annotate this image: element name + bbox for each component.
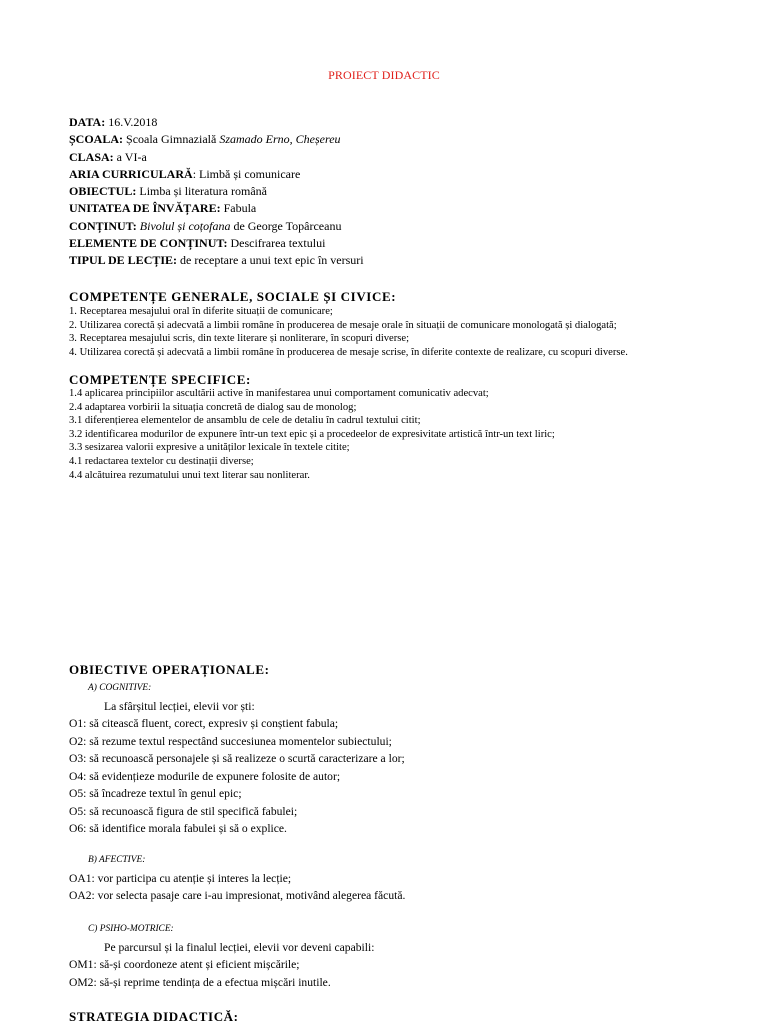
psychomotor-label: C) PSIHO-MOTRICE: xyxy=(88,924,174,934)
list-item: 3. Receptarea mesajului scris, din texte literare și nonliterare, în scopuri diverse; xyxy=(69,333,410,345)
info-row-continut: CONȚINUT: Bivolul și coțofana de George Topârceanu xyxy=(69,218,342,233)
info-row-aria: ARIA CURRICULARĂ: Limbă și comunicare xyxy=(69,166,301,181)
list-item: OM1: să-și coordoneze atent și eficient mișcările; xyxy=(69,958,300,971)
list-item: 2.4 adaptarea vorbirii la situația concretă de dialog sau de monolog; xyxy=(69,401,357,413)
specific-competences-list xyxy=(69,387,555,482)
affective-label: B) AFECTIVE: xyxy=(88,855,146,865)
psychomotor-intro: Pe parcursul și la finalul lecției, elevii vor deveni capabili: xyxy=(104,940,375,954)
lesson-info xyxy=(69,114,364,270)
list-item: O4: să evidențieze modurile de expunere folosite de autor; xyxy=(69,769,341,783)
list-item: 1. Receptarea mesajului oral în diferite situații de comunicare; xyxy=(69,306,333,317)
cognitive-label: A) COGNITIVE: xyxy=(88,683,152,693)
info-row-elemente: ELEMENTE DE CONȚINUT: Descifrarea textului xyxy=(69,236,326,251)
operational-objectives-heading: OBIECTIVE OPERAȚIONALE: xyxy=(69,662,270,677)
list-item: OA2: vor selecta pasaje care i-au impresionat, motivând alegerea făcută. xyxy=(69,889,406,902)
list-item: O5: să recunoască figura de stil specifică fabulei; xyxy=(69,804,298,818)
list-item: O6: să identifice morala fabulei și să o explice. xyxy=(69,822,287,835)
cognitive-objectives xyxy=(69,680,405,838)
list-item: 4. Utilizarea corectă și adecvată a limbii române în producerea de mesaje scrise, în diferite contexte de realizare, cu scopuri diverse. xyxy=(69,346,628,358)
general-competences-list xyxy=(69,305,628,359)
list-item: O2: să rezume textul respectând succesiunea momentelor subiectului; xyxy=(69,734,392,748)
list-item: 3.2 identificarea modurilor de expunere într-un text epic și a procedeelor de expresivitate artistică într-un text liric; xyxy=(69,428,555,440)
list-item: O5: să încadreze textul în genul epic; xyxy=(69,787,242,800)
list-item: O1: să citească fluent, corect, expresiv și conștient fabula; xyxy=(69,717,339,730)
list-item: 3.3 sesizarea valorii expresive a unităților lexicale în textele citite; xyxy=(69,442,350,454)
affective-objectives xyxy=(69,852,405,905)
info-row-data: DATA: 16.V.2018 xyxy=(69,115,158,129)
document-title: PROIECT DIDACTIC xyxy=(328,68,440,82)
info-row-tipul: TIPUL DE LECȚIE: de receptare a unui text epic în versuri xyxy=(69,253,364,268)
list-item: 4.1 redactarea textelor cu destinații diverse; xyxy=(69,455,254,467)
list-item: OA1: vor participa cu atenție și interes la lecție; xyxy=(69,871,292,885)
list-item: 2. Utilizarea corectă și adecvată a limbii române în producerea de mesaje orale în situații de comunicare monologată și dialogată; xyxy=(69,319,617,331)
specific-competences-heading: COMPETENȚE SPECIFICE: xyxy=(69,372,251,387)
list-item: OM2: să-și reprime tendința de a efectua mișcări inutile. xyxy=(69,975,331,989)
list-item: O3: să recunoască personajele și să realizeze o scurtă caracterizare a lor; xyxy=(69,752,405,765)
info-row-scoala: ȘCOALA: Școala Gimnazială Szamado Erno, Cheșereu xyxy=(69,132,341,147)
info-row-unitatea: UNITATEA DE ÎNVĂȚARE: Fabula xyxy=(69,201,257,216)
cognitive-intro: La sfârșitul lecției, elevii vor ști: xyxy=(104,699,255,713)
info-row-obiectul: OBIECTUL: Limba și literatura română xyxy=(69,184,267,199)
info-row-clasa: CLASA: a VI-a xyxy=(69,149,147,164)
teaching-strategy-heading: STRATEGIA DIDACTICĂ: xyxy=(69,1009,239,1024)
general-competences-heading: COMPETENȚE GENERALE, SOCIALE ȘI CIVICE: xyxy=(69,289,397,304)
list-item: 3.1 diferențierea elementelor de ansamblu de cele de detaliu în cadrul textului citit; xyxy=(69,415,421,427)
list-item: 4.4 alcătuirea rezumatului unui text literar sau nonliterar. xyxy=(69,469,310,481)
list-item: 1.4 aplicarea principiilor ascultării active în manifestarea unui comportament comunicativ adecvat; xyxy=(69,388,489,399)
psychomotor-objectives xyxy=(69,921,374,991)
